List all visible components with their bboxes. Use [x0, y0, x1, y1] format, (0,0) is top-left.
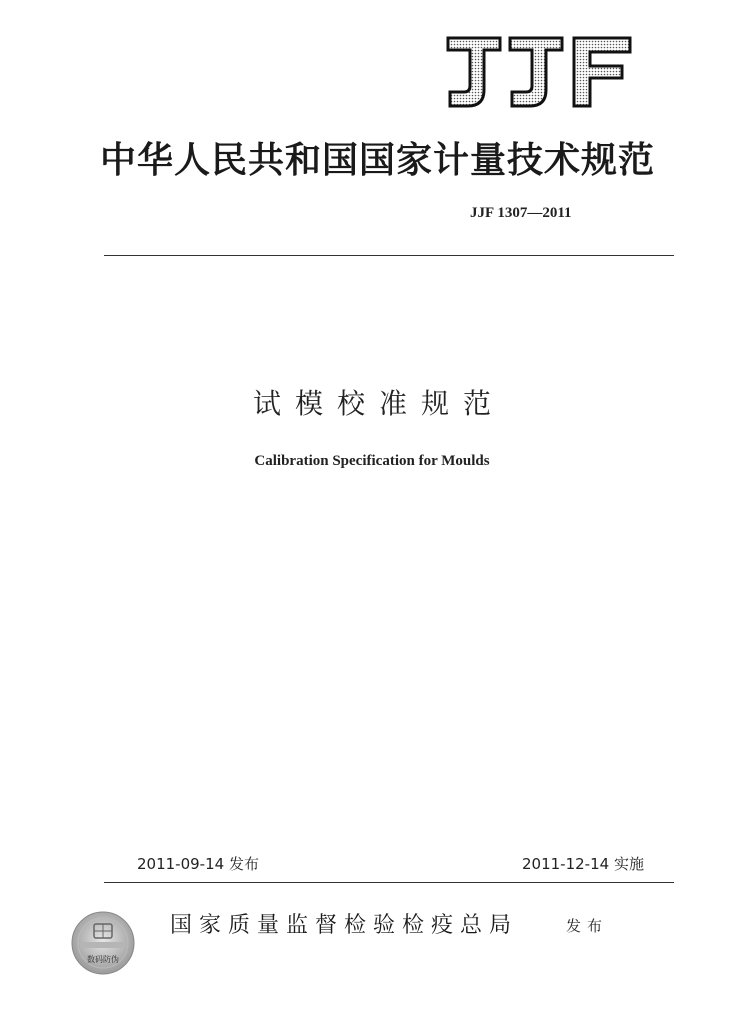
document-title-cn: 试模校准规范	[252, 387, 505, 420]
footer-rule	[104, 882, 674, 883]
anti-counterfeit-seal-icon	[70, 910, 136, 976]
seal-label: 数码防伪	[87, 955, 119, 964]
document-code: JJF 1307—2011	[470, 205, 572, 221]
issue-date: 2011-09-14 发布	[137, 855, 259, 873]
header-title: 中华人民共和国国家计量技术规范	[100, 140, 656, 181]
jjf-logo-icon	[444, 34, 634, 110]
header-rule	[104, 255, 674, 256]
publisher-suffix: 发布	[566, 917, 609, 935]
publisher-name: 国家质量监督检验检疫总局	[170, 913, 519, 938]
document-title-en: Calibration Specification for Moulds	[254, 453, 490, 469]
effective-date: 2011-12-14 实施	[522, 855, 644, 873]
